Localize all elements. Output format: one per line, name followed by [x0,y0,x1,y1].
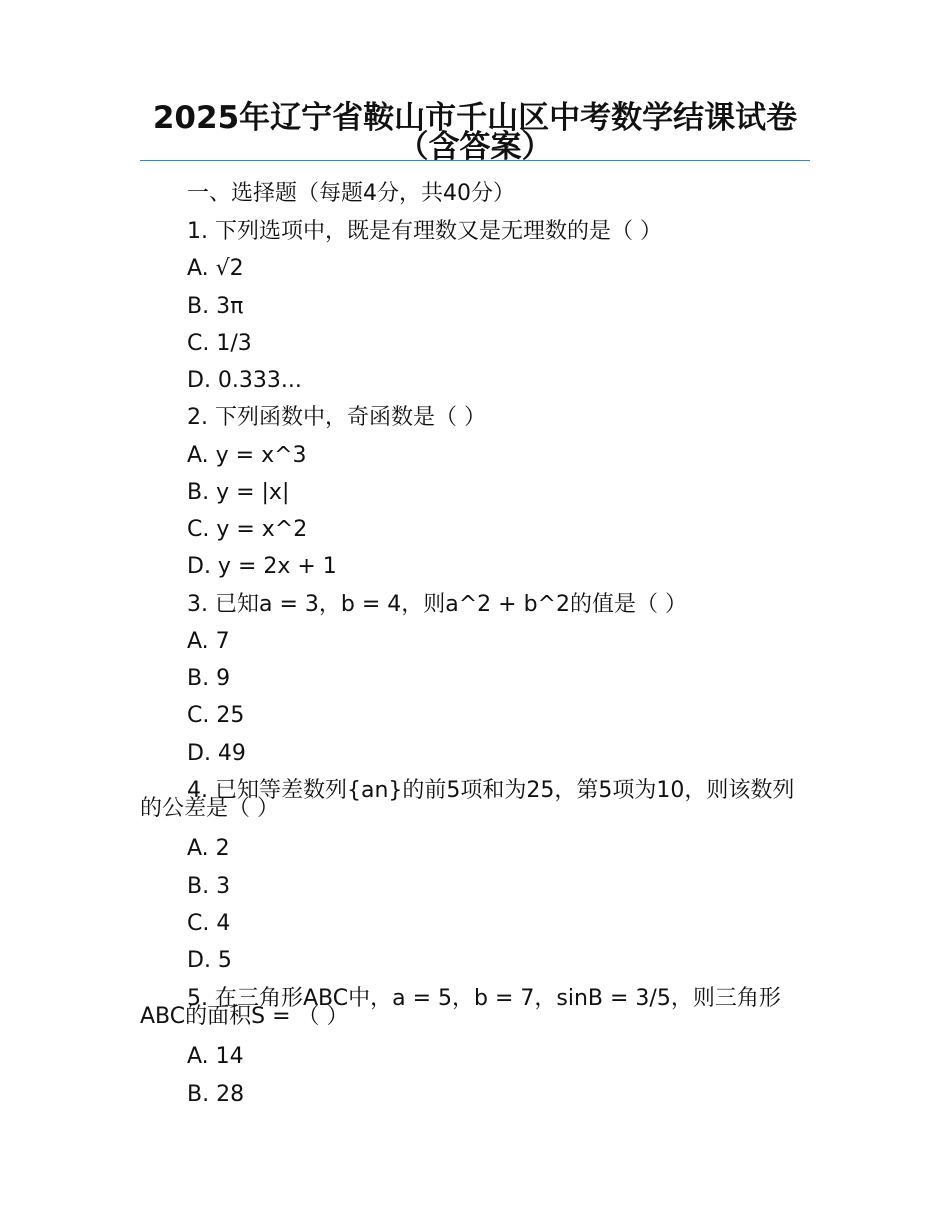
question-3-option-b: B. 9 [187,666,231,691]
question-3-option-d: D. 49 [187,741,246,766]
question-4-option-d: D. 5 [187,948,232,973]
page-title: 2025年辽宁省鞍山市千山区中考数学结课试卷（含答案） [152,100,798,165]
question-4-stem: 4. 已知等差数列{an}的前5项和为25，第5项为10，则该数列的公差是（ ） [140,778,795,821]
question-4-option-b: B. 3 [187,874,231,899]
question-5-stem: 5. 在三角形ABC中，a = 5，b = 7，sinB = 3/5，则三角形ABC的面积S = （ ） [140,986,781,1029]
question-2-option-a: A. y = x^3 [187,443,307,468]
question-4-option-a: A. 2 [187,836,230,861]
title-underline [140,160,810,161]
question-1-option-d: D. 0.333... [187,368,302,393]
question-5-option-a: A. 14 [187,1044,244,1069]
question-2-option-c: C. y = x^2 [187,517,308,542]
question-1-stem: 1. 下列选项中，既是有理数又是无理数的是（ ） [187,219,662,244]
question-3-option-a: A. 7 [187,629,230,654]
question-2-option-b: B. y = |x| [187,480,290,505]
question-2-option-d: D. y = 2x + 1 [187,554,337,579]
question-1-option-c: C. 1/3 [187,331,252,356]
question-5-option-b: B. 28 [187,1082,245,1107]
question-2-stem: 2. 下列函数中，奇函数是（ ） [187,405,486,430]
section-heading: 一、选择题（每题4分，共40分） [187,181,515,206]
question-3-option-c: C. 25 [187,703,245,728]
question-1-option-a: A. √2 [187,256,244,281]
question-1-option-b: B. 3π [187,294,244,319]
question-3-stem: 3. 已知a = 3，b = 4，则a^2 + b^2的值是（ ） [187,592,687,617]
question-4-option-c: C. 4 [187,911,231,936]
